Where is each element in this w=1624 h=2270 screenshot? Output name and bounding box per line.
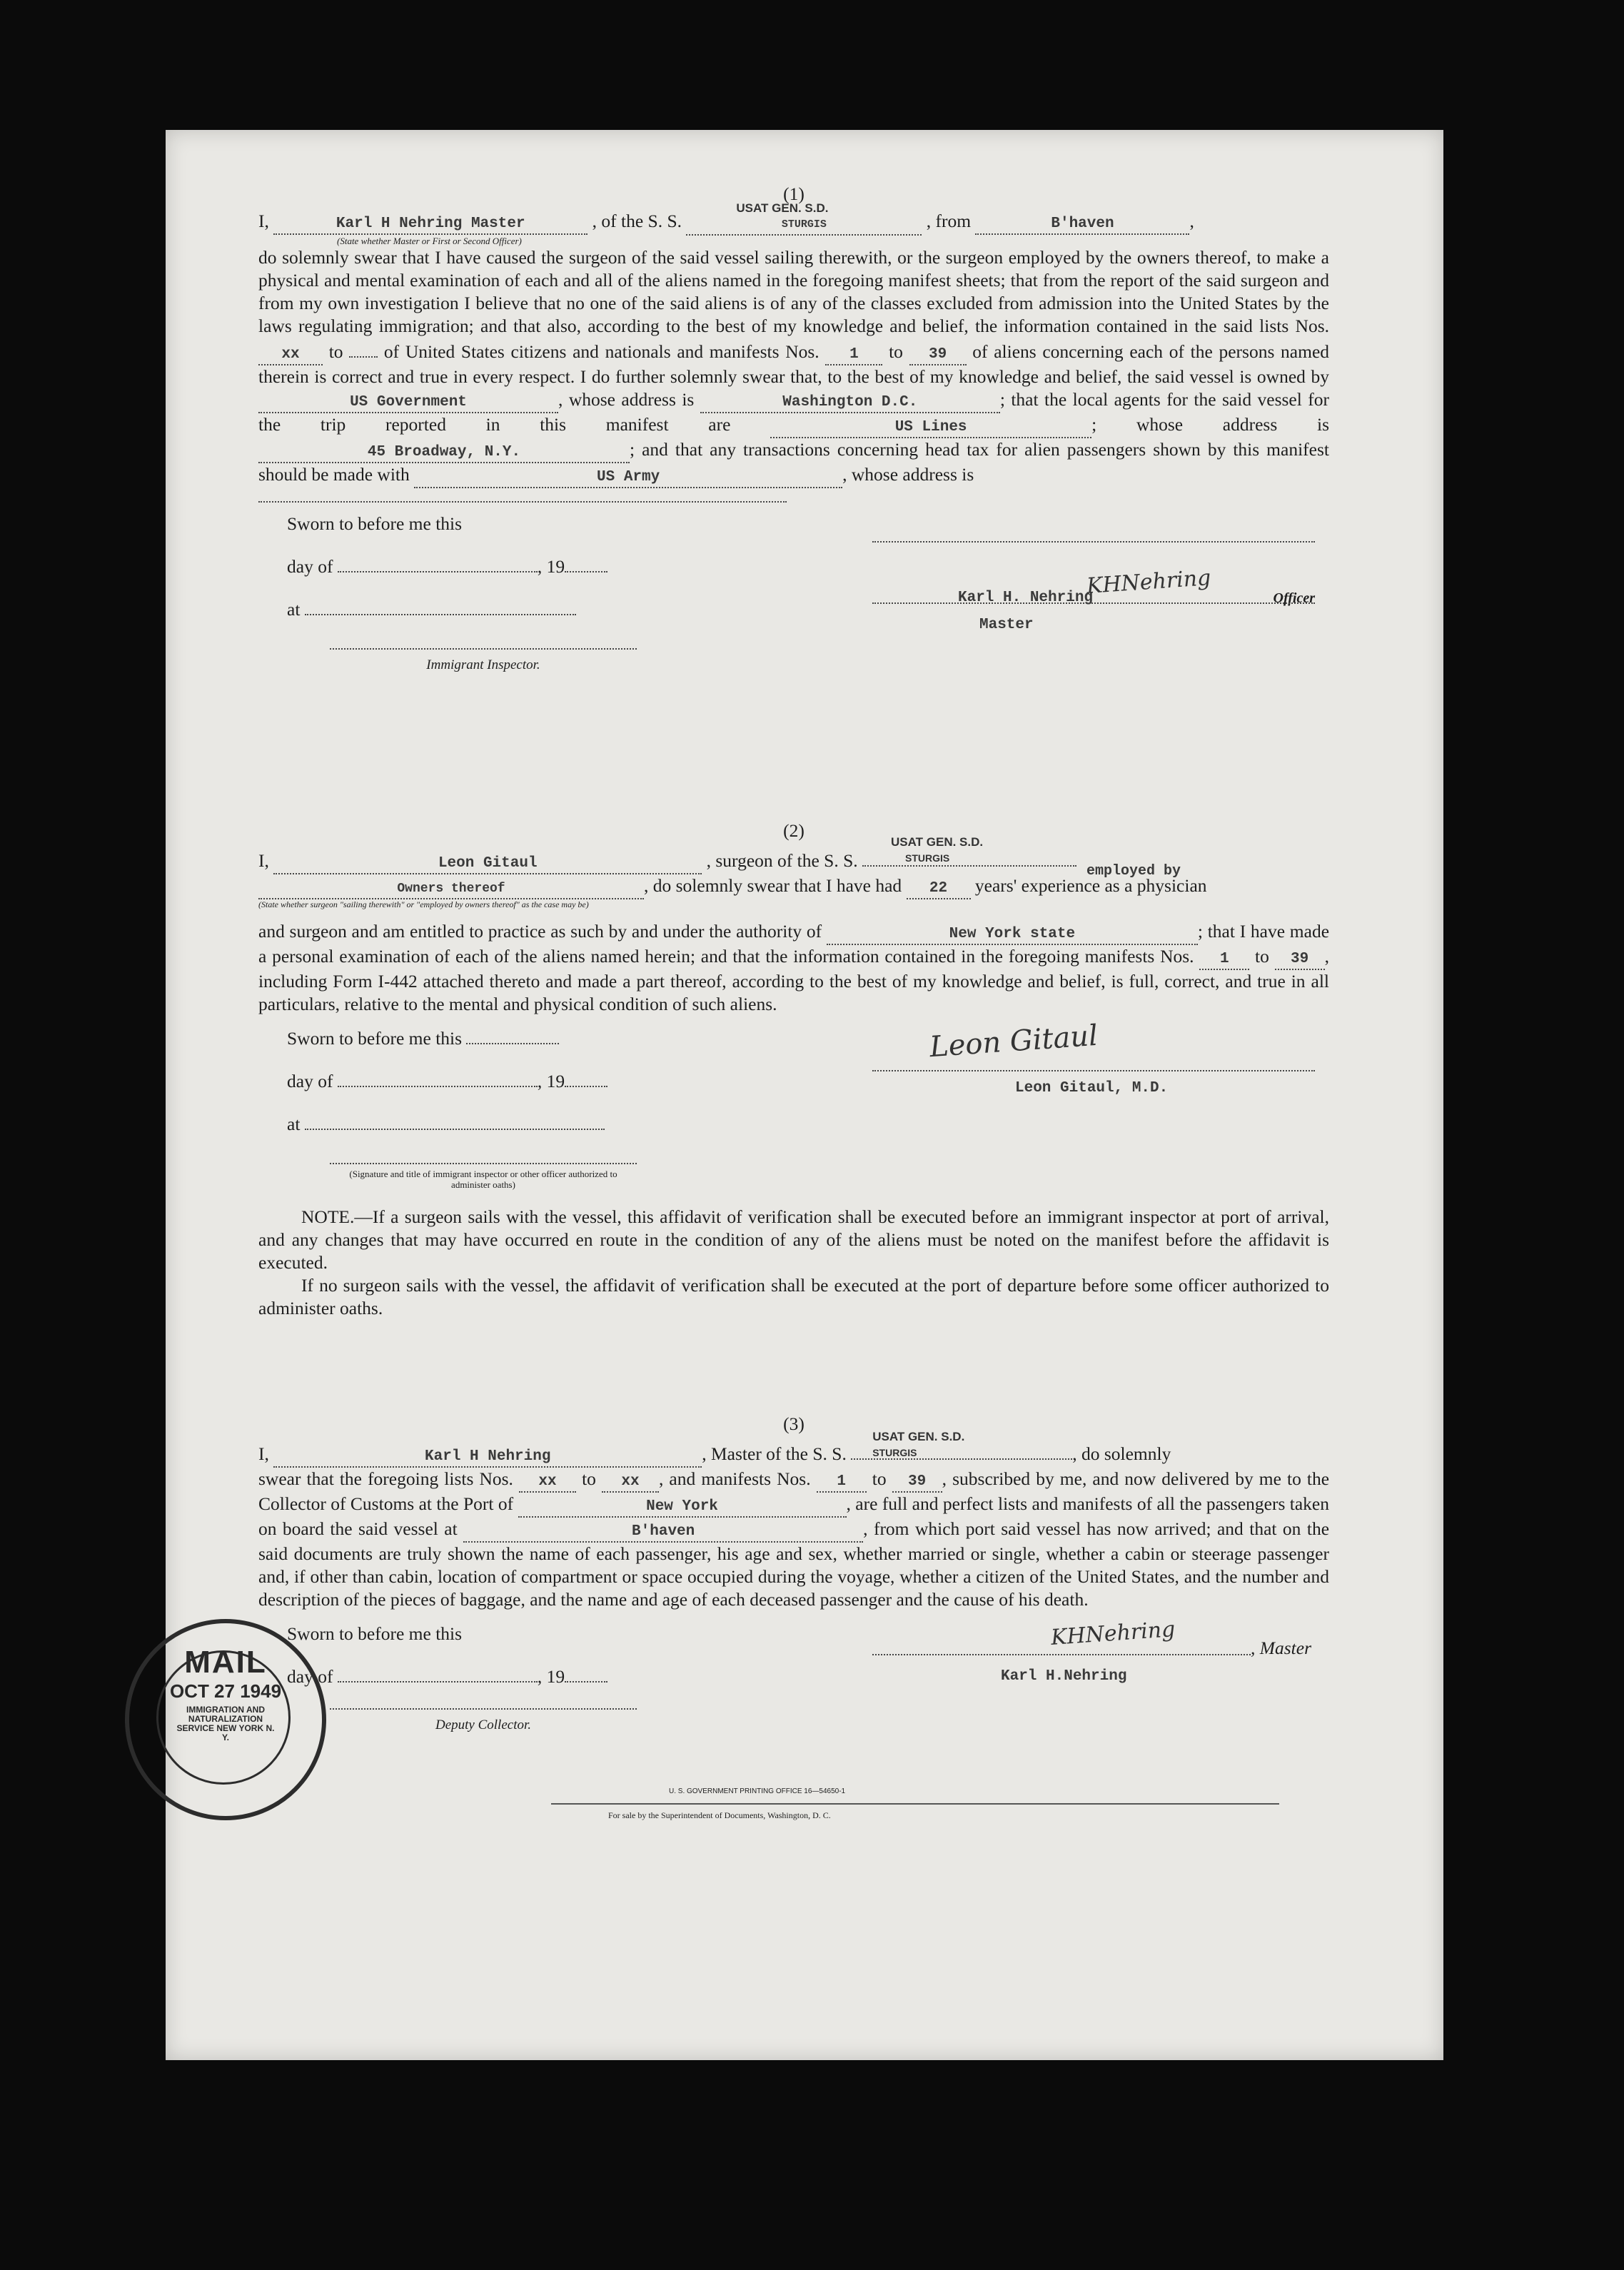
surgeon-typed-name: Leon Gitaul, M.D. [1015,1080,1169,1096]
oath-attestation [287,1623,658,1737]
oath-body-text: that the local agents for the said vessel for the trip reported in this manifest are [258,389,1330,435]
usat-stamp: USAT GEN. S.D. [736,201,829,215]
master-name-field: Karl H Nehring [273,1448,702,1468]
usat-stamp: USAT GEN. S.D. [891,835,984,849]
owner-address-label: , whose address is [558,389,695,410]
day-blank [338,555,538,572]
from-label: , from [926,211,972,231]
at-row [287,598,658,641]
affidavit-content [258,173,1329,1758]
section-number: (3) [783,1413,805,1434]
officer-label: Officer [1273,590,1315,606]
lists-to-field: xx [602,1473,659,1493]
day-row: day of , 19 [287,1665,658,1708]
gpo-imprint: U. S. GOVERNMENT PRINTING OFFICE 16—54650-1 [669,1787,846,1795]
master-signature-row [872,1616,1315,1665]
at-row [287,1113,658,1156]
to-label: to [582,1468,596,1489]
lists-to-field [349,338,378,358]
at-blank [305,1113,605,1130]
agents-address-field: 45 Broadway, N.Y. [258,443,630,463]
sworn-label: Sworn to before me this [287,1623,463,1644]
sworn-row [287,1623,658,1665]
oath-body-text: of aliens concerning each of the persons named therein is correct and true in every respect. I do further solemnly swear that, to the best of my knowledge and belief, the said vessel is owned by [258,341,1330,387]
master-signature: KHNehring [1085,565,1212,600]
surgeon-signature-row [872,1019,1315,1071]
manifest-to-field: 39 [892,1473,942,1493]
affidavit-text-3 [258,1468,1329,1611]
ship-name-group [851,1430,1072,1466]
day-blank [338,1070,538,1087]
headtax-field: US Army [414,468,842,488]
manifest-from-field: 1 [817,1473,867,1493]
agents-address-label: whose address is [1136,414,1330,435]
oath-body-text: do solemnly swear that I have caused the surgeon of the said vessel sailing therewith, or the surgeon employed by the owners thereof, to make a physical and mental examination of each and all of the aliens named in the foregoing manifest sheets; that from the report of the said surgeon and from my own investigation I believe that no one of the said aliens is of any of the classes excluded from admission into the United States by the laws regulating immigration; and that also, according to the best of my knowledge and belief, the information contained in the said lists Nos. [258,247,1329,336]
day-row: day of , 19 [287,1070,658,1113]
port-field: New York [518,1498,847,1518]
note-text: —If a surgeon sails with the vessel, this affidavit of verification shall be executed before an immigrant inspector at port of arrival, and any changes that may have occurred en route in the condition of any of the aliens must be noted on the manifest before the affidavit is executed. [258,1206,1329,1273]
section-number: (1) [783,183,805,204]
sworn-row [287,513,658,555]
master-delivery-line [258,1430,1329,1468]
section-1-signatures [258,513,1329,677]
oath-body-text: that I have made a personal examination of each of the aliens named herein; and that the information contained in the foregoing manifests Nos. [258,921,1330,967]
day-label: day of [287,1071,333,1091]
oath-body-text: , are full and perfect lists and manifests of all the passengers taken on board the said vessel at [258,1493,1330,1539]
oath-prefix: I, [258,211,269,231]
manifest-to-field: 39 [909,345,967,365]
stamp-service: IMMIGRATION AND NATURALIZATION SERVICE NEW YORK N. Y. [176,1705,275,1742]
oath-body-text: , including Form I-442 attached thereto and made a part thereof, according to the best of my knowledge and belief, is full, correct, and true in all particulars, relative to the mental and physical condition of such aliens. [258,946,1329,1014]
oath-attestation [287,513,658,677]
master-name-field: Karl H Nehring Master [273,215,587,235]
affidavit-text-2: and surgeon and am entitled to practice as such by and under the authority of New York state ; that I have made a personal examination of each of the aliens named herein; and that the information contained in the foregoing manifests Nos. 1 to 39 , including Form I-442 attached thereto and made a part thereof, according to the best of my knowledge and belief, is full, correct, and true in all particulars, relative to the mental and physical condition of such aliens. [258,921,1330,1014]
signature-underline [872,1654,1251,1655]
oath-body-text: ; and that any transactions concerning head tax for alien passengers shown by this manifest should be made with [258,439,1329,485]
manifest-to-field: 39 [1275,950,1325,970]
stamp-mail-label: MAIL [184,1645,267,1680]
master-oath-line: I, Karl H Nehring Master , of the S. S. USAT GEN. S.D. STURGIS , from B'haven , [258,210,1329,236]
at-blank [305,598,576,615]
surgeon-signature-block [872,1019,1315,1100]
at-label: at [287,1114,301,1134]
oath-prefix: I, [258,1443,269,1464]
stamp-date: OCT 27 1949 [169,1680,282,1702]
officer-caption: (Signature and title of immigrant inspector or other officer authorized to administer oaths) [330,1163,637,1190]
master-signature-block [872,513,1315,637]
affidavit-section-2 [258,819,1329,1320]
year-blank [565,1070,607,1087]
manifest-affidavit-page [166,130,1443,2060]
day-row: day of , 19 [287,555,658,598]
to-label: to [1255,946,1269,967]
ship-label: , surgeon of the S. S. [706,850,858,871]
at-label: at [287,599,301,620]
surgeon-employer-field: Owners thereof [258,879,644,899]
affidavit-section-1 [258,183,1329,677]
employed-by-typed: employed by [1086,863,1181,879]
inspector-caption: Immigrant Inspector. [330,648,637,677]
note-label: NOTE. [301,1206,355,1227]
section-number: (2) [783,820,805,841]
year-label: 19 [546,556,565,577]
affidavit-text-1: do solemnly swear that I have caused the surgeon of the said vessel sailing therewith, or the surgeon employed by the owners thereof, to make a physical and mental examination of each and all of the aliens named in the foregoing manifest sheets; that from the report of the said surgeon and from my own investigation I believe that no one of the said aliens is of any of the classes excluded from admission into the United States by the laws regulating immigration; and that also, according to the best of my knowledge and belief, the information contained in the said lists Nos. xx to of United States citizens and nationals and manifests Nos. 1 to 39 of aliens concerning each of the persons named therein is correct and true in every respect. I do further solemnly swear that, to the best of my knowledge and belief, the said vessel is owned by US Government , whose address is Washington D.C. ; that the local agents for the said vessel for the trip reported in this manifest are US Lines ; whose address is 45 Broadway, N.Y. ; and that any transactions concerning head tax for alien passengers shown by this manifest should be made with US Army , whose address is [258,246,1329,488]
section-2-signatures [258,1019,1329,1206]
collector-caption: Deputy Collector. [330,1708,637,1737]
day-blank [338,1665,538,1683]
master-signature: KHNehring [1049,1616,1176,1651]
oath-body-text: , do solemnly swear that I have had [644,875,902,896]
surgeon-name-field: Leon Gitaul [273,854,702,874]
sworn-blank [466,1027,559,1044]
day-label: day of [287,556,333,577]
section-3-signatures [258,1616,1329,1758]
oath-body-text: , do solemnly [1072,1443,1171,1464]
sale-notice: For sale by the Superintendent of Documents, Washington, D. C. [608,1810,831,1820]
to-label: to [328,341,343,362]
to-label: to [872,1468,887,1489]
lists-from-field: xx [258,345,323,365]
oath-body-text: and surgeon and am entitled to practice as such by and under the authority of [258,921,822,942]
oath-prefix: I, [258,850,269,871]
agents-field: US Lines [770,418,1091,438]
affidavit-note-2: If no surgeon sails with the vessel, the affidavit of verification shall be executed at the port of departure before some officer authorized to administer oaths. [258,1275,1329,1318]
oath-body-text: of United States citizens and nationals and manifests Nos. [383,341,819,362]
oath-attestation [287,1027,658,1190]
year-blank [565,555,607,572]
owner-address-field: Washington D.C. [700,393,1000,413]
officer-caption: (State whether Master or First or Second Officer) [337,236,522,246]
owner-field: US Government [258,393,558,413]
oath-body-text: , subscribed by me, and now delivered by me to the Collector of Customs at the Port of [258,1468,1330,1514]
ship-name-field: STURGIS [686,216,922,236]
year-label: 19 [546,1071,565,1091]
manifest-from-field: 1 [825,345,882,365]
oath-body-text: , from which port said vessel has now arrived; and that on the said documents are truly shown the name of each passenger, his age and sex, whether married or single, whether a cabin or steerage passenger and, if other than cabin, location of compartment or space occupied during the voyage, whether a citizen of the United States, and the number and description of the pieces of baggage, and the name and age of each deceased passenger and the cause of his death. [258,1518,1330,1610]
surgeon-signature: Leon Gitaul [928,1019,1099,1064]
stamp-inner-ring [156,1650,291,1785]
sworn-label: Sworn to before me this [287,513,463,534]
affidavit-note [258,1206,1329,1274]
ship-label: , Master of the S. S. [702,1443,847,1464]
affidavit-section-3 [258,1413,1329,1758]
sworn-row [287,1027,658,1070]
footer-rule [551,1803,1279,1805]
oath-body-text: , and manifests Nos. [658,1468,811,1489]
oath-body-text: swear that the foregoing lists Nos. [258,1468,513,1489]
master-typed-name: Karl H. Nehring [958,590,1094,606]
master-signature-row [872,565,1315,614]
year-label: 19 [546,1666,565,1687]
mail-received-stamp [125,1619,326,1820]
surgeon-caption: (State whether surgeon "sailing therewith" or "employed by owners thereof" as the case may be) [258,899,589,909]
to-label: to [889,341,903,362]
authority-field: New York state [827,925,1198,945]
manifest-from-field: 1 [1199,950,1249,970]
day-label: day of [287,1666,333,1687]
signature-underline [872,602,1315,604]
ship-stamp: STURGIS [872,1447,917,1458]
oath-body-text: years' experience as a physician [974,875,1207,896]
address-continuation-line [258,488,787,503]
usat-stamp: USAT GEN. S.D. [872,1430,965,1443]
years-field: 22 [907,879,971,899]
ship-label: , of the S. S. [592,211,682,231]
master-title: Master [979,617,1034,633]
ship-stamp: STURGIS [905,852,950,864]
signature-blank-line [872,513,1315,543]
from-port-field: B'haven [975,215,1189,235]
lists-from-field: xx [519,1473,576,1493]
sworn-label: Sworn to before me this [287,1028,463,1049]
master-typed-name: Karl H.Nehring [1001,1668,1127,1685]
master-label: , Master [1251,1638,1311,1658]
master-signature-block [872,1616,1315,1688]
ship-name-group [686,201,922,236]
boarded-at-field: B'haven [463,1523,863,1543]
ship-name-group [862,835,1076,872]
year-blank [565,1665,607,1683]
headtax-address-label: , whose address is [842,464,974,485]
